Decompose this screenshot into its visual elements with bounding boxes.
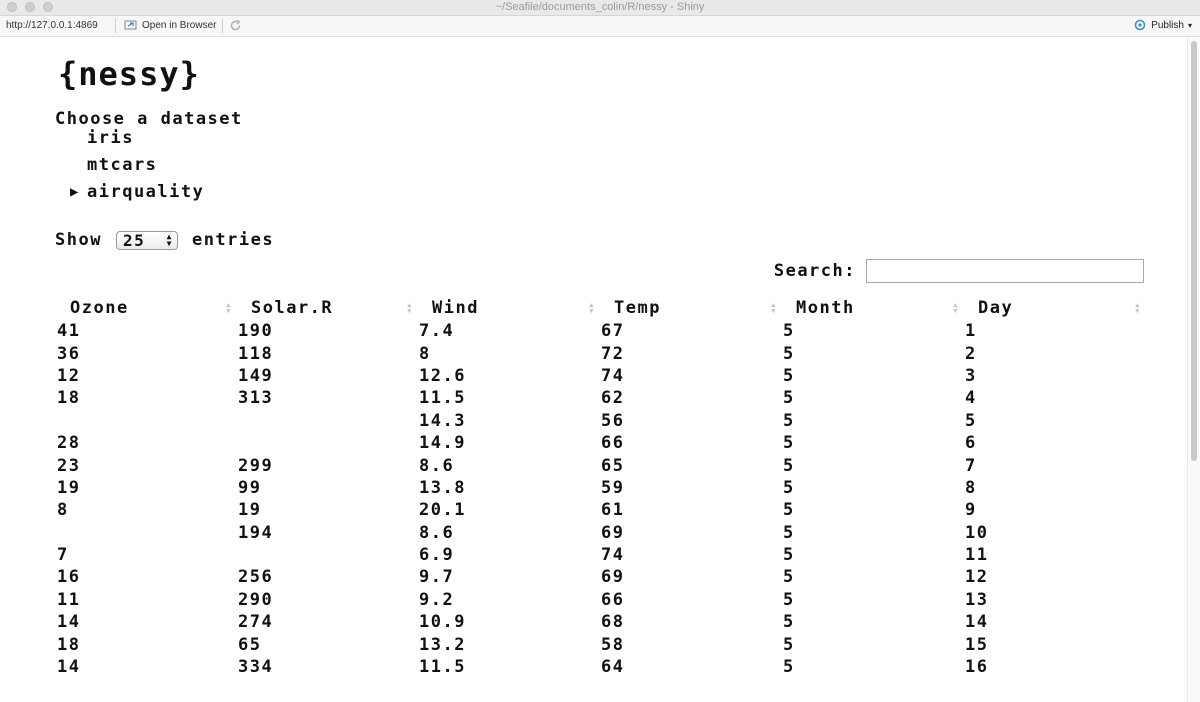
- table-cell: 9.7: [419, 567, 455, 588]
- table-cell: 56: [601, 410, 625, 431]
- table-cell: 61: [601, 500, 625, 521]
- table-cell: 15: [965, 634, 989, 655]
- table-cell: 19: [238, 500, 262, 521]
- table-cell: 7: [965, 455, 977, 476]
- window-title: ~/Seafile/documents_colin/R/nessy - Shiny: [495, 1, 705, 13]
- table-cell: 74: [601, 545, 625, 566]
- table-cell: 14.9: [419, 433, 466, 454]
- table-cell: 41: [57, 321, 81, 342]
- search-control: [774, 259, 1144, 283]
- url-display: http://127.0.0.1:4869: [6, 20, 98, 31]
- column-header-label: Ozone: [70, 298, 129, 318]
- table-cell: 62: [601, 388, 625, 409]
- table-cell: 5: [783, 455, 795, 476]
- table-cell: 18: [57, 388, 81, 409]
- table-cell: 5: [783, 657, 795, 678]
- table-row: [55, 410, 1145, 432]
- table-cell: 256: [238, 567, 274, 588]
- table-cell: 58: [601, 634, 625, 655]
- sort-icon: ▲ ▼: [953, 301, 959, 315]
- table-row: [55, 387, 1145, 409]
- table-cell: 3: [965, 365, 977, 386]
- table-cell: 5: [783, 365, 795, 386]
- publish-icon: [1133, 19, 1147, 31]
- table-row: [55, 499, 1145, 521]
- table-cell: 14: [57, 657, 81, 678]
- column-header-wind[interactable]: [417, 296, 599, 320]
- browser-icon: [124, 19, 138, 31]
- table-cell: 68: [601, 612, 625, 633]
- table-cell: 16: [965, 657, 989, 678]
- table-cell: 7.4: [419, 321, 455, 342]
- table-cell: 65: [238, 634, 262, 655]
- table-cell: 12.6: [419, 365, 466, 386]
- table-row: [55, 566, 1145, 588]
- table-cell: 13.2: [419, 634, 466, 655]
- viewer-toolbar: [0, 16, 1200, 37]
- table-cell: 5: [783, 634, 795, 655]
- table-cell: 1: [965, 321, 977, 342]
- table-row: [55, 589, 1145, 611]
- dataset-option-airquality[interactable]: [70, 180, 204, 207]
- table-cell: 23: [57, 455, 81, 476]
- table-cell: 2: [965, 343, 977, 364]
- table-cell: 36: [57, 343, 81, 364]
- table-cell: 5: [783, 388, 795, 409]
- table-row: [55, 365, 1145, 387]
- table-cell: 65: [601, 455, 625, 476]
- column-header-day[interactable]: [963, 296, 1145, 320]
- dataset-list: [70, 126, 204, 207]
- table-cell: 14: [57, 612, 81, 633]
- column-header-label: Day: [978, 298, 1014, 318]
- table-cell: 149: [238, 365, 274, 386]
- sort-icon: ▲ ▼: [407, 301, 413, 315]
- select-arrows-icon: ▲ ▼: [166, 232, 173, 248]
- table-cell: 5: [783, 500, 795, 521]
- table-cell: 13: [965, 589, 989, 610]
- table-cell: [55, 522, 236, 544]
- page-title: {nessy}: [58, 55, 200, 93]
- table-cell: 11.5: [419, 657, 466, 678]
- table-cell: 16: [57, 567, 81, 588]
- vertical-scrollbar[interactable]: [1187, 37, 1200, 702]
- table-cell: 8.6: [419, 522, 455, 543]
- table-cell: 11: [57, 589, 81, 610]
- column-header-month[interactable]: [781, 296, 963, 320]
- table-cell: 72: [601, 343, 625, 364]
- table-cell: 6.9: [419, 545, 455, 566]
- table-cell: 64: [601, 657, 625, 678]
- dataset-option-iris[interactable]: [70, 126, 204, 153]
- table-row: [55, 432, 1145, 454]
- column-header-label: Month: [796, 298, 855, 318]
- table-cell: 7: [57, 545, 69, 566]
- table-cell: 299: [238, 455, 274, 476]
- table-body: [55, 320, 1145, 678]
- table-cell: 313: [238, 388, 274, 409]
- table-cell: 14.3: [419, 410, 466, 431]
- table-cell: [236, 544, 417, 566]
- sort-icon: ▲ ▼: [226, 301, 232, 315]
- table-cell: 5: [965, 410, 977, 431]
- toolbar-divider: [115, 19, 116, 33]
- entries-label: entries: [191, 230, 275, 250]
- table-cell: 334: [238, 657, 274, 678]
- table-row: [55, 544, 1145, 566]
- table-cell: 5: [783, 545, 795, 566]
- table-cell: 190: [238, 321, 274, 342]
- publish-button[interactable]: [1133, 19, 1192, 31]
- table-row: [55, 454, 1145, 476]
- column-header-label: Wind: [432, 298, 479, 318]
- scrollbar-thumb[interactable]: [1191, 41, 1197, 461]
- show-label: Show: [55, 230, 102, 250]
- table-row: [55, 611, 1145, 633]
- table-cell: 11: [965, 545, 989, 566]
- table-cell: 59: [601, 477, 625, 498]
- table-header-row: [55, 296, 1145, 320]
- column-header-ozone[interactable]: [55, 296, 236, 320]
- table-cell: 8: [965, 477, 977, 498]
- table-cell: 67: [601, 321, 625, 342]
- dataset-option-label: iris: [87, 128, 134, 148]
- data-table: [55, 296, 1145, 678]
- table-cell: 6: [965, 433, 977, 454]
- table-cell: 8: [419, 343, 431, 364]
- table-row: [55, 342, 1145, 364]
- table-row: [55, 656, 1145, 678]
- search-input[interactable]: [866, 259, 1144, 283]
- table-cell: 8: [57, 500, 69, 521]
- table-cell: 66: [601, 589, 625, 610]
- toolbar-divider: [222, 19, 223, 33]
- table-cell: 5: [783, 321, 795, 342]
- table-cell: 5: [783, 612, 795, 633]
- table-cell: 14: [965, 612, 989, 633]
- table-row: [55, 522, 1145, 544]
- table-cell: 69: [601, 567, 625, 588]
- table-cell: 13.8: [419, 477, 466, 498]
- table-cell: 8.6: [419, 455, 455, 476]
- window-titlebar: [0, 0, 1200, 16]
- table-cell: 10: [965, 522, 989, 543]
- table-cell: [236, 432, 417, 454]
- table-cell: 9.2: [419, 589, 455, 610]
- dataset-option-mtcars[interactable]: [70, 153, 204, 180]
- table-cell: 99: [238, 477, 262, 498]
- table-cell: [55, 410, 236, 432]
- table-cell: 5: [783, 433, 795, 454]
- table-cell: 74: [601, 365, 625, 386]
- table-cell: [236, 410, 417, 432]
- table-cell: 5: [783, 343, 795, 364]
- table-cell: 69: [601, 522, 625, 543]
- sort-icon: ▲ ▼: [771, 301, 777, 315]
- refresh-button[interactable]: [229, 19, 242, 35]
- chevron-down-icon: ▾: [1187, 20, 1192, 30]
- refresh-icon: [229, 19, 242, 32]
- table-cell: 274: [238, 612, 274, 633]
- column-header-temp[interactable]: [599, 296, 781, 320]
- table-cell: 9: [965, 500, 977, 521]
- table-row: [55, 633, 1145, 655]
- table-cell: 10.9: [419, 612, 466, 633]
- open-in-browser-label: Open in Browser: [142, 19, 217, 31]
- dataset-label: Choose a dataset: [55, 109, 243, 129]
- dataset-option-label: airquality: [87, 182, 205, 202]
- table-cell: 5: [783, 477, 795, 498]
- sort-icon: ▲ ▼: [1135, 301, 1141, 315]
- page-length-value: 25: [122, 230, 146, 250]
- table-cell: 5: [783, 567, 795, 588]
- column-header-label: Solar.R: [251, 298, 334, 318]
- page-length-select[interactable]: [116, 231, 178, 250]
- search-label: Search:: [773, 261, 856, 281]
- table-cell: 5: [783, 410, 795, 431]
- open-in-browser-button[interactable]: [124, 19, 216, 31]
- table-cell: 12: [965, 567, 989, 588]
- table-row: [55, 477, 1145, 499]
- table-cell: 4: [965, 388, 977, 409]
- table-cell: 66: [601, 433, 625, 454]
- table-cell: 28: [57, 433, 81, 454]
- table-cell: 5: [783, 589, 795, 610]
- table-cell: 5: [783, 522, 795, 543]
- column-header-label: Temp: [614, 298, 661, 318]
- app-viewport: [0, 37, 1188, 702]
- table-cell: 194: [238, 522, 274, 543]
- table-cell: 20.1: [419, 500, 466, 521]
- dataset-option-label: mtcars: [87, 155, 158, 175]
- table-cell: 11.5: [419, 388, 466, 409]
- table-cell: 118: [238, 343, 274, 364]
- column-header-solar-r[interactable]: [236, 296, 417, 320]
- selected-marker-icon: ▶: [70, 184, 80, 200]
- publish-label: Publish: [1151, 19, 1184, 31]
- table-row: [55, 320, 1145, 342]
- table-cell: 18: [57, 634, 81, 655]
- page-length-control: [55, 230, 274, 250]
- table-cell: 290: [238, 589, 274, 610]
- sort-icon: ▲ ▼: [589, 301, 595, 315]
- table-cell: 19: [57, 477, 81, 498]
- table-cell: 12: [57, 365, 81, 386]
